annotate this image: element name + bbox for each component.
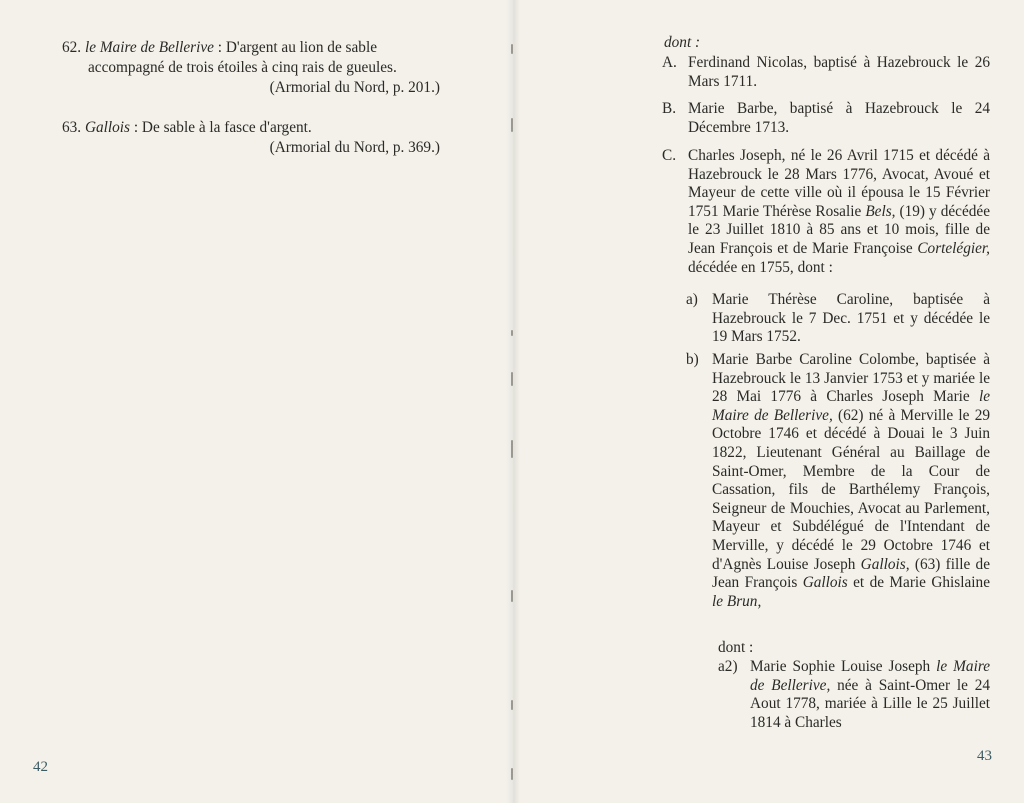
footnote-text: De sable à la fasce d'argent. <box>141 119 312 136</box>
person-name: le Maire de Bellerive, <box>712 388 990 424</box>
right-page <box>512 0 1024 803</box>
footnote-62: 62. le Maire de Bellerive : D'argent au lion de sable accompagné de trois étoiles à cinq rais de gueules. (Armorial du Nord, p. 201.) <box>36 38 440 98</box>
entry-text: Marie Sophie Louise Joseph le Maire de Bellerive, née à Saint-Omer le 24 Aout 1778, mariée à Lille le 25 Juillet 1814 à Charles <box>750 658 991 731</box>
entry-text: Charles Joseph, né le 26 Avril 1715 et décédé à Hazebrouck le 28 Mars 1776, Avocat, Avoué et Mayeur de cette ville où il épousa le 15 Février 1751 Marie Thérèse Rosalie Bels, (19) y décédée le 23 Juillet 1810 à 85 ans et 10 mois, fille de Jean François et de Marie Françoise Cortelégier, décédée en 1755, dont : <box>688 147 990 276</box>
footnote-text: D'argent au lion de sable accompagné de trois étoiles à cinq rais de gueules. <box>88 39 397 76</box>
entry-label: b) <box>686 351 699 368</box>
entry-text: Marie Barbe, baptisé à Hazebrouck le 24 Décembre 1713. <box>688 100 990 136</box>
entry-B <box>662 100 990 137</box>
entry-a <box>686 291 990 347</box>
dont-top: dont : <box>664 34 701 51</box>
person-name: le Maire de Bellerive, <box>750 658 990 694</box>
entry-label: a) <box>686 291 698 308</box>
footnote-number: 62. <box>62 39 82 56</box>
footnote-number: 63. <box>62 119 82 136</box>
entry-label: B. <box>662 100 677 117</box>
entry-text: Marie Thérèse Caroline, baptisée à Hazebrouck le 7 Dec. 1751 et y décédée le 19 Mars 1752. <box>712 291 990 346</box>
entry-C <box>662 147 990 277</box>
page-number-right: 43 <box>977 748 992 764</box>
person-name: le Brun, <box>712 592 762 610</box>
entry-label: A. <box>662 54 677 71</box>
entry-b <box>686 351 990 611</box>
footnote-63: 63. Gallois : De sable à la fasce d'argent. (Armorial du Nord, p. 369.) <box>36 118 440 158</box>
footnote-name: Gallois <box>84 119 130 136</box>
footnote-source: (Armorial du Nord, p. 369.) <box>269 139 440 156</box>
dont-mid: dont : <box>718 639 754 656</box>
footnote-name: le Maire de Bellerive <box>84 39 214 56</box>
person-name: Bels, <box>865 202 896 220</box>
entry-label: C. <box>662 147 677 164</box>
entry-label: a2) <box>718 658 738 675</box>
person-name: Gallois, <box>860 555 910 573</box>
person-name: Gallois <box>802 574 848 592</box>
entry-a2 <box>718 658 990 732</box>
person-name: Cortelégier, <box>917 239 990 257</box>
entry-A <box>662 54 990 91</box>
entry-text: Marie Barbe Caroline Colombe, baptisée à Hazebrouck le 13 Janvier 1753 et y mariée le 28 Mai 1776 à Charles Joseph Marie le Maire de Bellerive, (62) né à Merville le 29 Octobre 1746 et décédé à Douai le 3 Juin 1822, Lieutenant Général au Baillage de Saint-Omer, Membre de la Cour de Cassation, fils de Barthélemy François, Seigneur de Mouchies, Avocat au Parlement, Mayeur et Subdélégué de l'Intendant de Merville, y décédé le 29 Octobre 1746 et d'Agnès Louise Joseph Gallois, (63) fille de Jean François Gallois et de Marie Ghislaine le Brun, <box>712 351 990 610</box>
page-number-left: 42 <box>33 759 48 775</box>
entry-text: Ferdinand Nicolas, baptisé à Hazebrouck le 26 Mars 1711. <box>688 54 990 90</box>
footnote-source: (Armorial du Nord, p. 201.) <box>269 79 440 96</box>
